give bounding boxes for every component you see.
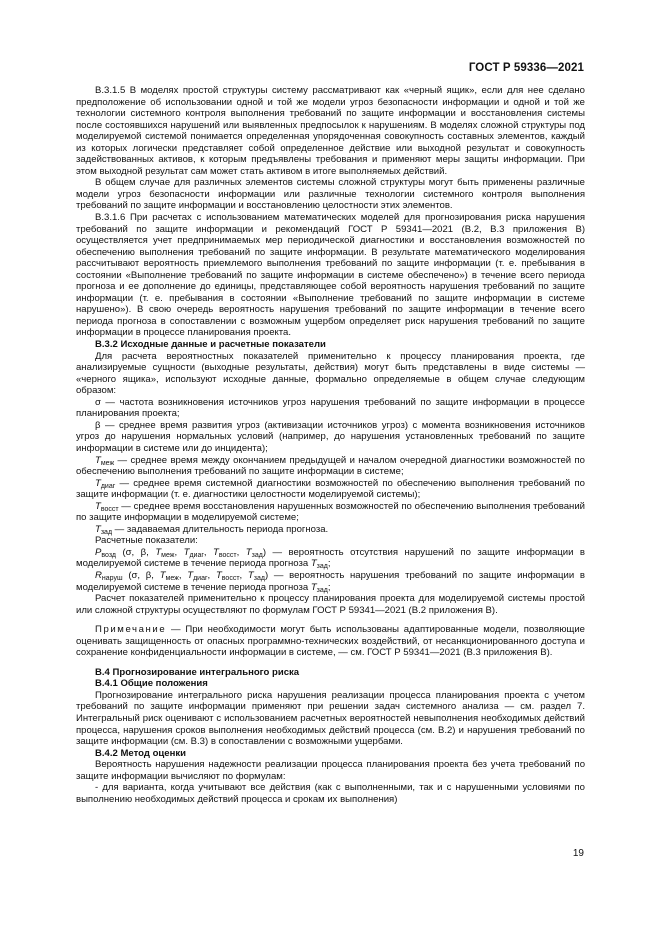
- paragraph-calculation: Расчет показателей применительно к процессу планирования проекта для моделируемой системы простой или сложной структуры осуществляют по формулам ГОСТ Р 59341—2021 (В.2 приложения В).: [76, 593, 585, 616]
- definition-t-zad: $T_{зад}$ — задаваемая длительность периода прогноза.: [95, 523, 329, 536]
- definition-t-vosst: $T_{восст}$ — среднее время восстановления нарушенных возможностей по обеспечению выполнения требований по защите информации в моделируемой системе;: [76, 500, 585, 524]
- definition-t-diag: $T_{диаг}$ — среднее время системной диагностики возможностей по обеспечению выполнения требований по защите информации (т. е. диагностики целостности моделируемой системы);: [76, 477, 585, 501]
- definition-beta: β — среднее время развития угроз (активизации источников угроз) с момента возникновения источников угроз до нарушения нормальных условий (например, до нарушения установленных требований по защите информации в системе или до инцидента);: [76, 419, 585, 454]
- definition-sigma: σ — частота возникновения источников угроз нарушения требований по защите информации в процессе планирования проекта;: [76, 396, 585, 420]
- page-number: 19: [572, 848, 584, 859]
- heading-b42: В.4.2 Метод оценки: [95, 747, 186, 759]
- page-body: [76, 85, 585, 805]
- paragraph-integral-risk: Прогнозирование интегрального риска нарушения реализации процесса планирования проекта с учетом требований по защите информации применяют при решении задач системного анализа — см. раздел 7. Интегральный риск оценивают с использованием расчетных вероятностей невыполнения необходимых действий процесса, нарушения сроков выполнения необходимых действий процесса (см. В.2) и нарушения требований по защите информации (см. В.3) в сопоставлении с возможными ущербами.: [76, 689, 585, 748]
- indicator-r-narush: $R_{наруш}$ (σ, β, $T_{меж}$, $T_{диаг}$, $T_{восст}$, $T_{зад}$) — вероятность нарушения требований по защите информации в моделируемой системе в течение периода прогноза $T_{зад}$;: [76, 569, 585, 594]
- calculated-indicators-label: Расчетные показатели:: [95, 535, 198, 547]
- list-item-all-actions: - для варианта, когда учитывают все действия (как с выполненными, так и с нарушенными условиями по выполнению необходимых действий процесса и срокам их выполнения): [76, 782, 585, 805]
- paragraph-b315: В.3.1.5 В моделях простой структуры систему рассматривают как «черный ящик», если для нее сделано предположение об использовании одной и той же модели угроз безопасности информации и одной и той же технологии системного контроля выполнения требований по защите информации и восстановления системы после состоявшихся нарушений или выявленных предпосылок к нарушениям. В моделях сложной структуры под моделируемой системой понимается определенная упорядоченная совокупность составных элементов, каждый из которых логически представляет собой определенное действие или выходной результат и совокупность задействованных активов, к которым предъявлены требования и применяют меры защиты информации. При этом выходной результат сам может стать активом в итоге выполняемых действий.: [76, 85, 585, 177]
- heading-b4: В.4 Прогнозирование интегрального риска: [95, 666, 300, 678]
- heading-b41: В.4.1 Общие положения: [95, 678, 208, 690]
- document-id-header: ГОСТ Р 59336—2021: [468, 62, 584, 74]
- heading-b32: В.3.2 Исходные данные и расчетные показатели: [95, 339, 326, 351]
- note: Примечание — При необходимости могут быть использованы адаптированные модели, позволяющие оценивать защищенность от опасных программно-технических воздействий, от несанкционированного доступа и сохранение конфиденциальности информации в системе, — см. ГОСТ Р 59341—2021 (В.3 приложения В).: [76, 624, 585, 659]
- indicator-p-vozd: $P_{возд}$ (σ, β, $T_{меж}$, $T_{диаг}$, $T_{восст}$, $T_{зад}$) — вероятность отсутствия нарушений по защите информации в моделируемой системе в течение периода прогноза $T_{зад}$;: [76, 546, 585, 571]
- paragraph-b316: В.3.1.6 При расчетах с использованием математических моделей для прогнозирования риска нарушения требований по защите информации и рекомендаций ГОСТ Р 59341—2021 (В.2, В.3 приложения В) осуществляется учет предпринимаемых мер периодической диагностики и восстановления возможностей по обеспечению выполнения требований по защите информации. В результате математического моделирования рассчитывают вероятность приемлемого выполнения требований по защите информации (т. е. пребывания в состоянии «Выполнение требований по защите информации в системе обеспечено») в течение всего периода прогноза и ее дополнение до единицы, представляющее собой вероятность нарушения требований по защите информации (т. е. пребывания в состоянии «Выполнение требований по защите информации в системе нарушено»). В свою очередь вероятность нарушения требований по защите информации в течение всего периода прогноза в сопоставлении с возможным ущербом определяет риск нарушения требований по защите информации в процессе планирования проекта.: [76, 212, 585, 339]
- paragraph-complex-structure: В общем случае для различных элементов системы сложной структуры могут быть применены различные модели угроз безопасности информации или различные технологии системного контроля выполнения требований по защите информации и восстановлению целостности этих элементов.: [76, 177, 585, 212]
- paragraph-reliability-probability: Вероятность нарушения надежности реализации процесса планирования проекта без учета требований по защите информации вычисляют по формулам:: [76, 759, 585, 782]
- paragraph-input-data: Для расчета вероятностных показателей применительно к процессу планирования проекта, где анализируемые сущности (выходные результаты, действия) могут быть представлены в виде системы — «черного ящика», используют исходные данные, формально определяемые в общем случае следующим образом:: [76, 350, 585, 397]
- definition-t-mezh: $T_{меж}$ — среднее время между окончанием предыдущей и началом очередной диагностики возможностей по обеспечению выполнения требований по защите информации в системе;: [76, 454, 585, 478]
- note-label: Примечание: [95, 624, 167, 636]
